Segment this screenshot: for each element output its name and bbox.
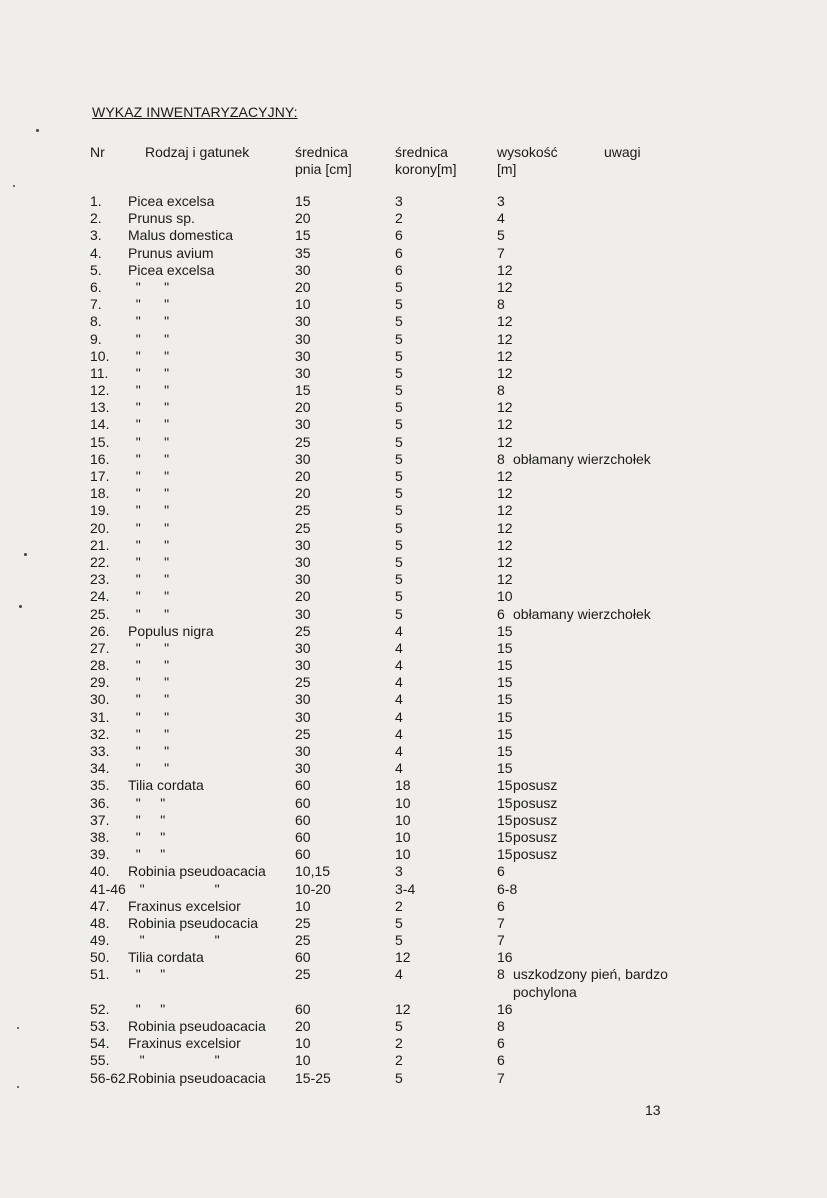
- row-species: " ": [128, 485, 170, 502]
- row-species: " ": [128, 760, 170, 777]
- row-species: " ": [128, 313, 170, 330]
- row-number: 1.: [90, 193, 102, 209]
- scan-dot: [36, 129, 39, 132]
- row-species: " ": [128, 674, 170, 691]
- row-species: " ": [128, 743, 170, 759]
- row-height: 15: [497, 691, 513, 708]
- row-species: " ": [128, 932, 220, 949]
- row-trunk-diameter: 60: [295, 811, 311, 828]
- row-species: Fraxinus excelsior: [128, 897, 241, 914]
- row-number: 49.: [90, 932, 110, 949]
- row-number: 2.: [90, 210, 102, 227]
- row-species: Populus nigra: [128, 622, 214, 639]
- row-number: 9.: [90, 330, 102, 347]
- row-crown-diameter: 4: [395, 966, 403, 983]
- row-number: 52.: [90, 1000, 110, 1017]
- row-species: " ": [128, 382, 170, 399]
- row-number: 31.: [90, 708, 110, 725]
- row-number: 17.: [90, 468, 110, 484]
- row-species: Robinia pseudoacacia: [128, 863, 266, 880]
- row-height: 12: [497, 261, 513, 278]
- row-height: 3: [497, 193, 505, 209]
- row-crown-diameter: 2: [395, 1052, 403, 1069]
- row-number: 6.: [90, 278, 102, 295]
- row-species: Malus domestica: [128, 227, 234, 244]
- row-species: " ": [128, 502, 170, 519]
- row-number: 35.: [90, 777, 110, 794]
- row-number: 22.: [90, 553, 110, 570]
- row-trunk-diameter: 20: [295, 278, 311, 295]
- row-crown-diameter: 10: [395, 828, 411, 845]
- row-height: 8: [497, 296, 505, 313]
- row-crown-diameter: 2: [395, 897, 403, 914]
- row-number: 29.: [90, 674, 110, 691]
- row-height: 15: [497, 811, 513, 828]
- header-pnia-line1: średnica: [295, 144, 348, 160]
- row-species: " ": [128, 433, 170, 450]
- row-height: 12: [497, 571, 513, 588]
- row-height: 12: [497, 399, 513, 416]
- row-height: 12: [497, 278, 513, 295]
- row-number: 20.: [90, 519, 110, 536]
- row-height: 15: [497, 846, 513, 863]
- row-number: 11.: [90, 364, 109, 381]
- row-height: 12: [497, 364, 513, 381]
- row-number: 12.: [90, 382, 110, 399]
- row-height: 12: [497, 519, 513, 536]
- row-species: " ": [128, 725, 170, 742]
- row-crown-diameter: 18: [395, 777, 411, 794]
- row-trunk-diameter: 25: [295, 433, 311, 450]
- row-trunk-diameter: 10: [295, 1052, 311, 1069]
- row-species: Prunus avium: [128, 244, 214, 261]
- row-number: 15.: [90, 433, 110, 450]
- row-trunk-diameter: 25: [295, 502, 311, 519]
- row-trunk-diameter: 30: [295, 347, 311, 364]
- header-uwagi: uwagi: [604, 144, 641, 160]
- row-trunk-diameter: 30: [295, 364, 311, 381]
- row-remarks: obłamany wierzchołek: [513, 450, 651, 467]
- row-number: 38.: [90, 828, 110, 845]
- row-number: 41-46: [90, 880, 126, 897]
- row-trunk-diameter: 25: [295, 914, 311, 931]
- row-trunk-diameter: 15: [295, 382, 311, 399]
- row-number: 21.: [90, 536, 110, 553]
- row-species: Picea excelsa: [128, 261, 215, 278]
- row-trunk-diameter: 15: [295, 227, 311, 244]
- row-number: 23.: [90, 571, 110, 588]
- row-number: 53.: [90, 1018, 110, 1035]
- row-number: 54.: [90, 1035, 110, 1052]
- row-height: 7: [497, 244, 505, 261]
- row-crown-diameter: 5: [395, 330, 403, 347]
- row-species: " ": [128, 966, 166, 983]
- row-number: 18.: [90, 485, 110, 502]
- row-crown-diameter: 3: [395, 193, 403, 209]
- row-crown-diameter: 10: [395, 846, 411, 863]
- row-trunk-diameter: 25: [295, 725, 311, 742]
- row-trunk-diameter: 25: [295, 966, 311, 983]
- row-number: 16.: [90, 450, 110, 467]
- header-species: Rodzaj i gatunek: [145, 144, 250, 160]
- row-trunk-diameter: 15: [295, 193, 311, 209]
- row-height: 15: [497, 725, 513, 742]
- row-height: 7: [497, 932, 505, 949]
- row-height: 15: [497, 743, 513, 759]
- row-height: 6: [497, 897, 505, 914]
- row-species: " ": [128, 468, 170, 484]
- row-remarks: posusz: [513, 794, 558, 811]
- row-height: 12: [497, 553, 513, 570]
- row-species: " ": [128, 278, 170, 295]
- row-trunk-diameter: 60: [295, 1000, 311, 1017]
- row-remarks: posusz: [513, 846, 558, 863]
- row-height: 15: [497, 794, 513, 811]
- row-crown-diameter: 5: [395, 382, 403, 399]
- page-number: 13: [645, 1102, 661, 1118]
- row-crown-diameter: 10: [395, 794, 411, 811]
- row-crown-diameter: 4: [395, 674, 403, 691]
- row-height: 16: [497, 949, 513, 966]
- row-species: Robinia pseudoacacia: [128, 1069, 266, 1086]
- row-trunk-diameter: 20: [295, 210, 311, 227]
- row-species: Picea excelsa: [128, 193, 215, 209]
- row-species: " ": [128, 536, 170, 553]
- row-species: Robinia pseudocacia: [128, 914, 258, 931]
- row-crown-diameter: 5: [395, 313, 403, 330]
- row-height: 12: [497, 485, 513, 502]
- row-species: " ": [128, 364, 170, 381]
- row-species: " ": [128, 571, 170, 588]
- row-number: 48.: [90, 914, 110, 931]
- row-trunk-diameter: 20: [295, 485, 311, 502]
- row-number: 32.: [90, 725, 110, 742]
- header-korony: [395, 144, 456, 178]
- page-title: WYKAZ INWENTARYZACYJNY:: [92, 104, 298, 120]
- row-trunk-diameter: 15-25: [295, 1069, 331, 1086]
- header-korony-line1: średnica: [395, 144, 448, 160]
- row-number: 19.: [90, 502, 110, 519]
- row-crown-diameter: 5: [395, 296, 403, 313]
- row-number: 8.: [90, 313, 102, 330]
- row-species: " ": [128, 588, 170, 605]
- header-wysokosc-line2: [m]: [497, 161, 517, 177]
- row-crown-diameter: 12: [395, 1000, 411, 1017]
- row-crown-diameter: 2: [395, 1035, 403, 1052]
- row-height: 12: [497, 347, 513, 364]
- row-species: Prunus sp.: [128, 210, 195, 227]
- row-remarks: posusz: [513, 811, 558, 828]
- row-height: 15: [497, 622, 513, 639]
- row-height: 6: [497, 1035, 505, 1052]
- row-crown-diameter: 4: [395, 657, 403, 674]
- row-number: 5.: [90, 261, 102, 278]
- row-height: 8: [497, 966, 505, 983]
- row-crown-diameter: 2: [395, 210, 403, 227]
- row-crown-diameter: 5: [395, 433, 403, 450]
- row-trunk-diameter: 20: [295, 588, 311, 605]
- row-trunk-diameter: 30: [295, 639, 311, 656]
- header-pnia-line2: pnia [cm]: [295, 161, 352, 177]
- row-species: " ": [128, 657, 170, 674]
- row-number: 39.: [90, 846, 110, 863]
- row-crown-diameter: 5: [395, 347, 403, 364]
- row-height: 8: [497, 1018, 505, 1035]
- row-trunk-diameter: 60: [295, 794, 311, 811]
- row-number: 51.: [90, 966, 110, 983]
- row-height: 15: [497, 674, 513, 691]
- row-height: 10: [497, 588, 513, 605]
- scan-dot: [19, 605, 22, 608]
- row-trunk-diameter: 30: [295, 760, 311, 777]
- row-number: 33.: [90, 743, 110, 759]
- row-trunk-diameter: 60: [295, 777, 311, 794]
- row-trunk-diameter: 60: [295, 828, 311, 845]
- row-trunk-diameter: 30: [295, 536, 311, 553]
- row-crown-diameter: 5: [395, 1069, 403, 1086]
- row-height: 12: [497, 416, 513, 433]
- row-number: 36.: [90, 794, 110, 811]
- row-trunk-diameter: 30: [295, 657, 311, 674]
- row-trunk-diameter: 35: [295, 244, 311, 261]
- row-species: " ": [128, 450, 170, 467]
- row-number: 26.: [90, 622, 110, 639]
- row-height: 15: [497, 639, 513, 656]
- row-crown-diameter: 6: [395, 227, 403, 244]
- row-number: 47.: [90, 897, 110, 914]
- row-crown-diameter: 5: [395, 502, 403, 519]
- row-species: " ": [128, 399, 170, 416]
- row-number: 27.: [90, 639, 110, 656]
- row-crown-diameter: 4: [395, 639, 403, 656]
- row-number: 24.: [90, 588, 110, 605]
- row-trunk-diameter: 60: [295, 949, 311, 966]
- row-species: " ": [128, 828, 166, 845]
- row-crown-diameter: 5: [395, 553, 403, 570]
- row-species: " ": [128, 1052, 220, 1069]
- row-species: " ": [128, 691, 170, 708]
- row-trunk-diameter: 30: [295, 261, 311, 278]
- row-height: 6-8: [497, 880, 518, 897]
- row-trunk-diameter: 10-20: [295, 880, 331, 897]
- header-wysokosc-line1: wysokość: [497, 144, 558, 160]
- row-trunk-diameter: 30: [295, 691, 311, 708]
- row-species: " ": [128, 296, 170, 313]
- row-number: 14.: [90, 416, 110, 433]
- scan-dot: [17, 1027, 19, 1029]
- row-crown-diameter: 5: [395, 536, 403, 553]
- row-trunk-diameter: 25: [295, 674, 311, 691]
- scan-dot: [13, 185, 15, 187]
- row-height: 16: [497, 1000, 513, 1017]
- row-species: " ": [128, 416, 170, 433]
- row-height: 7: [497, 914, 505, 931]
- row-crown-diameter: 4: [395, 691, 403, 708]
- row-crown-diameter: 3: [395, 863, 403, 880]
- row-number: 56-62.: [90, 1069, 130, 1086]
- row-trunk-diameter: 30: [295, 571, 311, 588]
- row-trunk-diameter: 25: [295, 932, 311, 949]
- row-height: 12: [497, 502, 513, 519]
- row-trunk-diameter: 30: [295, 416, 311, 433]
- row-species: " ": [128, 347, 170, 364]
- row-crown-diameter: 5: [395, 450, 403, 467]
- row-trunk-diameter: 30: [295, 330, 311, 347]
- row-crown-diameter: 5: [395, 588, 403, 605]
- row-species: " ": [128, 811, 166, 828]
- row-number: 28.: [90, 657, 110, 674]
- row-species: " ": [128, 708, 170, 725]
- row-height: 15: [497, 708, 513, 725]
- row-crown-diameter: 6: [395, 261, 403, 278]
- row-crown-diameter: 5: [395, 399, 403, 416]
- row-crown-diameter: 4: [395, 622, 403, 639]
- row-number: 34.: [90, 760, 110, 777]
- row-species: " ": [128, 639, 170, 656]
- header-nr: Nr: [90, 144, 105, 160]
- row-trunk-diameter: 30: [295, 450, 311, 467]
- row-trunk-diameter: 30: [295, 743, 311, 759]
- row-trunk-diameter: 10: [295, 897, 311, 914]
- row-crown-diameter: 5: [395, 914, 403, 931]
- row-trunk-diameter: 30: [295, 605, 311, 622]
- header-pnia: [295, 144, 352, 178]
- row-height: 8: [497, 382, 505, 399]
- row-height: 7: [497, 1069, 505, 1086]
- row-species: " ": [128, 846, 166, 863]
- row-crown-diameter: 4: [395, 708, 403, 725]
- row-crown-diameter: 5: [395, 605, 403, 622]
- row-number: 37.: [90, 811, 110, 828]
- row-height: 8: [497, 450, 505, 467]
- row-height: 15: [497, 760, 513, 777]
- row-crown-diameter: 5: [395, 571, 403, 588]
- row-number: 40.: [90, 863, 110, 880]
- row-trunk-diameter: 25: [295, 622, 311, 639]
- row-species: " ": [128, 330, 170, 347]
- row-height: 5: [497, 227, 505, 244]
- row-species: " ": [128, 880, 220, 897]
- row-species: " ": [128, 553, 170, 570]
- row-number: 25.: [90, 605, 110, 622]
- row-crown-diameter: 4: [395, 725, 403, 742]
- row-trunk-diameter: 10,15: [295, 863, 331, 880]
- row-remarks: uszkodzony pień, bardzo pochylona: [513, 966, 668, 1000]
- scan-dot: [24, 553, 27, 556]
- row-species: Tilia cordata: [128, 777, 204, 794]
- row-trunk-diameter: 30: [295, 708, 311, 725]
- row-trunk-diameter: 20: [295, 468, 311, 484]
- row-height: 15: [497, 777, 513, 794]
- row-crown-diameter: 5: [395, 519, 403, 536]
- row-number: 55.: [90, 1052, 110, 1069]
- row-crown-diameter: 5: [395, 468, 403, 484]
- row-species: Tilia cordata: [128, 949, 204, 966]
- row-species: " ": [128, 1000, 166, 1017]
- header-wysokosc: [497, 144, 558, 178]
- row-trunk-diameter: 25: [295, 519, 311, 536]
- row-number: 4.: [90, 244, 102, 261]
- row-crown-diameter: 10: [395, 811, 411, 828]
- row-height: 6: [497, 863, 505, 880]
- row-trunk-diameter: 30: [295, 553, 311, 570]
- row-crown-diameter: 5: [395, 485, 403, 502]
- row-height: 15: [497, 657, 513, 674]
- row-species: " ": [128, 794, 166, 811]
- row-number: 7.: [90, 296, 102, 313]
- row-species: " ": [128, 519, 170, 536]
- row-remarks: posusz: [513, 828, 558, 845]
- row-number: 13.: [90, 399, 110, 416]
- row-number: 50.: [90, 949, 110, 966]
- row-height: 12: [497, 536, 513, 553]
- row-number: 3.: [90, 227, 102, 244]
- row-trunk-diameter: 10: [295, 1035, 311, 1052]
- row-crown-diameter: 12: [395, 949, 411, 966]
- row-remarks: obłamany wierzchołek: [513, 605, 651, 622]
- row-trunk-diameter: 20: [295, 399, 311, 416]
- row-crown-diameter: 5: [395, 278, 403, 295]
- row-height: 6: [497, 605, 505, 622]
- row-species: Robinia pseudoacacia: [128, 1018, 266, 1035]
- row-trunk-diameter: 20: [295, 1018, 311, 1035]
- row-crown-diameter: 5: [395, 1018, 403, 1035]
- row-crown-diameter: 5: [395, 416, 403, 433]
- row-height: 12: [497, 433, 513, 450]
- row-trunk-diameter: 10: [295, 296, 311, 313]
- row-height: 4: [497, 210, 505, 227]
- scan-dot: [17, 1086, 19, 1088]
- header-korony-line2: korony[m]: [395, 161, 457, 177]
- row-height: 12: [497, 330, 513, 347]
- row-crown-diameter: 4: [395, 760, 403, 777]
- row-number: 10.: [90, 347, 110, 364]
- row-remarks: posusz: [513, 777, 558, 794]
- row-height: 6: [497, 1052, 505, 1069]
- row-number: 30.: [90, 691, 110, 708]
- row-height: 15: [497, 828, 513, 845]
- row-height: 12: [497, 468, 513, 484]
- row-species: " ": [128, 605, 170, 622]
- row-species: Fraxinus excelsior: [128, 1035, 241, 1052]
- row-crown-diameter: 5: [395, 932, 403, 949]
- row-crown-diameter: 6: [395, 244, 403, 261]
- row-trunk-diameter: 60: [295, 846, 311, 863]
- row-crown-diameter: 4: [395, 743, 403, 759]
- row-trunk-diameter: 30: [295, 313, 311, 330]
- row-crown-diameter: 5: [395, 364, 403, 381]
- row-crown-diameter: 3-4: [395, 880, 416, 897]
- row-height: 12: [497, 313, 513, 330]
